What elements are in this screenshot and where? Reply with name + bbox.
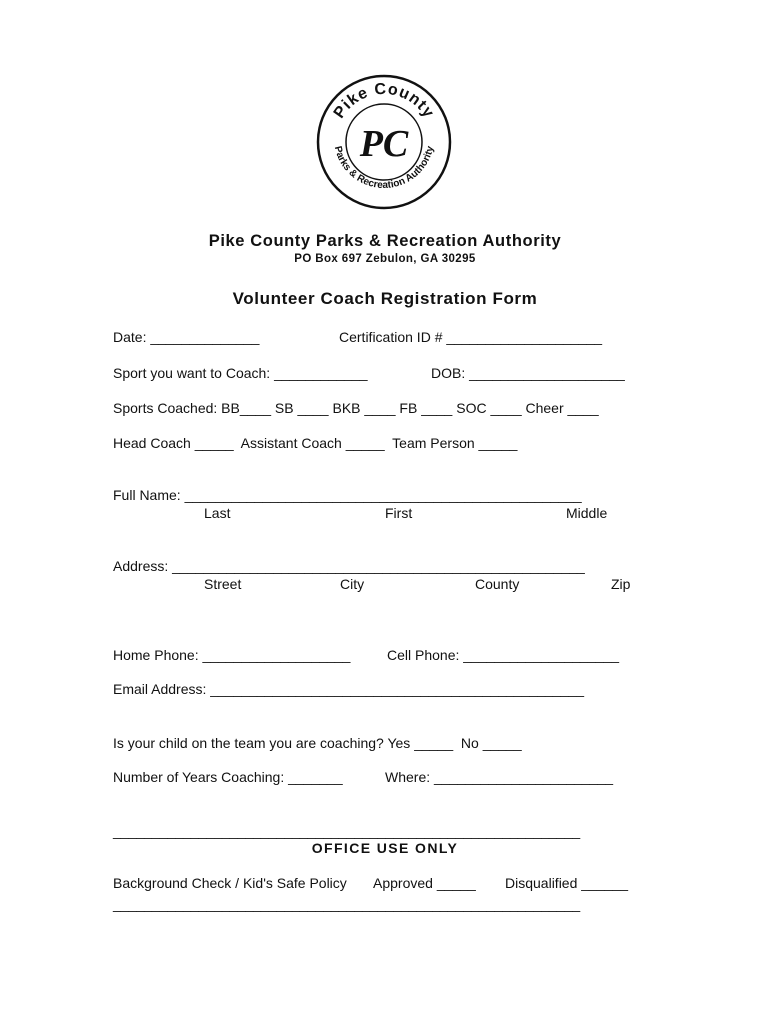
form-title: Volunteer Coach Registration Form xyxy=(232,289,538,308)
logo-bottom-text: Parks & Recreation Authority xyxy=(331,145,437,192)
sports-coached-field[interactable]: Sports Coached: BB____ SB ____ BKB ____ FB ____ SOC ____ Cheer ____ xyxy=(113,400,599,416)
address-sub-zip: Zip xyxy=(611,576,631,592)
coach-roles-field[interactable]: Head Coach _____ Assistant Coach _____ Team Person _____ xyxy=(113,435,518,451)
where-field[interactable]: Where: _______________________ xyxy=(385,769,614,785)
sport-to-coach-field[interactable]: Sport you want to Coach: ____________ xyxy=(113,365,368,381)
name-sub-first: First xyxy=(385,505,413,521)
name-sub-middle: Middle xyxy=(566,505,608,521)
address-sub-city: City xyxy=(340,576,365,592)
approved-field[interactable]: Approved _____ xyxy=(373,875,476,891)
logo-monogram: PC xyxy=(359,123,409,165)
child-on-team-field[interactable]: Is your child on the team you are coaching? Yes _____ No _____ xyxy=(113,735,522,751)
office-divider-top: ____________________________________________________________ xyxy=(113,823,581,839)
name-sub-last: Last xyxy=(204,505,231,521)
home-phone-field[interactable]: Home Phone: ___________________ xyxy=(113,647,351,663)
email-field[interactable]: Email Address: ________________________________________________ xyxy=(113,681,584,697)
full-name-field[interactable]: Full Name: ___________________________________________________ xyxy=(113,487,582,503)
org-address: PO Box 697 Zebulon, GA 30295 xyxy=(294,253,476,265)
address-sub-county: County xyxy=(475,576,520,592)
address-field[interactable]: Address: _____________________________________________________ xyxy=(113,558,585,574)
certification-id-field[interactable]: Certification ID # ____________________ xyxy=(339,329,603,345)
office-use-heading: OFFICE USE ONLY xyxy=(311,840,459,856)
pike-county-logo xyxy=(314,72,454,212)
address-sub-street: Street xyxy=(204,576,242,592)
date-field[interactable]: Date: ______________ xyxy=(113,329,260,345)
logo-top-text: Pike County xyxy=(330,80,438,122)
background-check-label: Background Check / Kid's Safe Policy xyxy=(113,875,347,891)
office-divider-bottom: ____________________________________________________________ xyxy=(113,896,581,912)
cell-phone-field[interactable]: Cell Phone: ____________________ xyxy=(387,647,619,663)
disqualified-field[interactable]: Disqualified ______ xyxy=(505,875,628,891)
org-name: Pike County Parks & Recreation Authority xyxy=(208,232,562,250)
years-coaching-field[interactable]: Number of Years Coaching: _______ xyxy=(113,769,343,785)
dob-field[interactable]: DOB: ____________________ xyxy=(431,365,625,381)
